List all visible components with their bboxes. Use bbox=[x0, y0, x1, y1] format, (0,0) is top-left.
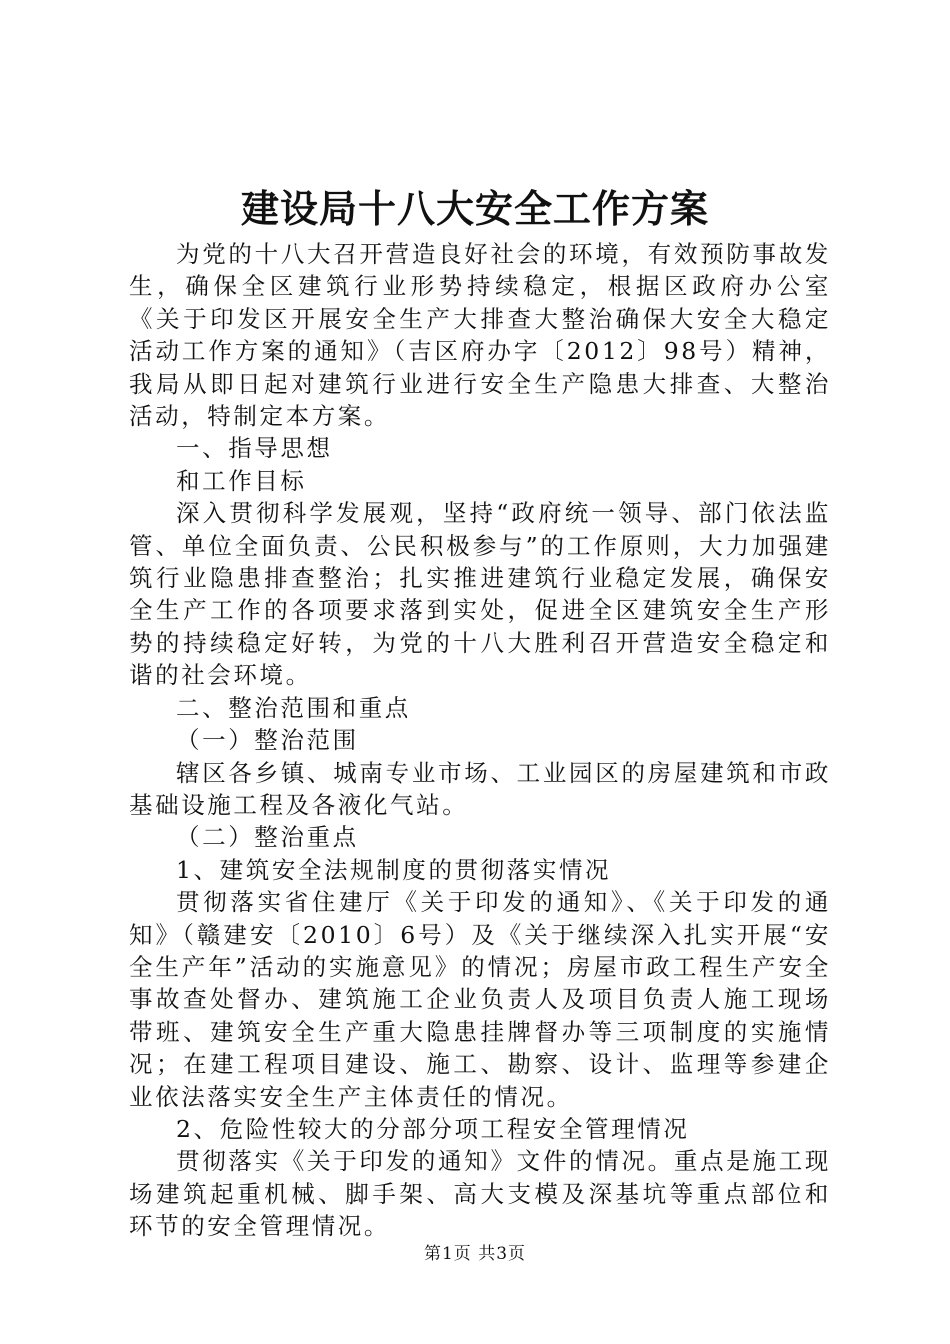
paragraph-item-1: 贯彻落实省住建厅《关于印发的通知》、《关于印发的通知》（赣建安〔2010〕6号）及《关于继续深入扎实开展“安全生产年”活动的实施意见》的情况；房屋市政工程生产安全事故查处督办、建筑施工企业负责人及项目负责人施工现场带班、建筑安全生产重大隐患挂牌督办等三项制度的实施情况；在建工程项目建设、施工、勘察、设计、监理等参建企业依法落实安全生产主体责任的情况。 bbox=[129, 888, 831, 1111]
heading-guiding-thought: 一、指导思想 bbox=[176, 434, 333, 463]
heading-focus: （二）整治重点 bbox=[176, 823, 359, 852]
heading-item-2: 2、危险性较大的分部分项工程安全管理情况 bbox=[176, 1114, 690, 1143]
heading-work-goal: 和工作目标 bbox=[176, 466, 307, 495]
paragraph-guiding-thought: 深入贯彻科学发展观，坚持“政府统一领导、部门依法监管、单位全面负责、公民积极参与”的工作原则，大力加强建筑行业隐患排查整治；扎实推进建筑行业稳定发展，确保安全生产工作的各项要求落到实处，促进全区建筑安全生产形势的持续稳定好转，为党的十八大胜利召开营造安全稳定和谐的社会环境。 bbox=[129, 499, 831, 690]
document-title: 建设局十八大安全工作方案 bbox=[240, 186, 709, 231]
page-footer: 第1页 共3页 bbox=[423, 1244, 527, 1264]
heading-item-1: 1、建筑安全法规制度的贯彻落实情况 bbox=[176, 855, 612, 884]
heading-scope-and-focus: 二、整治范围和重点 bbox=[176, 693, 411, 722]
paragraph-scope: 辖区各乡镇、城南专业市场、工业园区的房屋建筑和市政基础设施工程及各液化气站。 bbox=[129, 758, 831, 819]
heading-scope: （一）整治范围 bbox=[176, 726, 359, 755]
paragraph-intro: 为党的十八大召开营造良好社会的环境，有效预防事故发生，确保全区建筑行业形势持续稳定，根据区政府办公室《关于印发区开展安全生产大排查大整治确保大安全大稳定活动工作方案的通知》（吉区府办字〔2012〕98号）精神，我局从即日起对建筑行业进行安全生产隐患大排查、大整治活动，特制定本方案。 bbox=[129, 240, 831, 431]
paragraph-item-2: 贯彻落实《关于印发的通知》文件的情况。重点是施工现场建筑起重机械、脚手架、高大支模及深基坑等重点部位和环节的安全管理情况。 bbox=[129, 1147, 831, 1241]
document-body bbox=[129, 238, 831, 1243]
